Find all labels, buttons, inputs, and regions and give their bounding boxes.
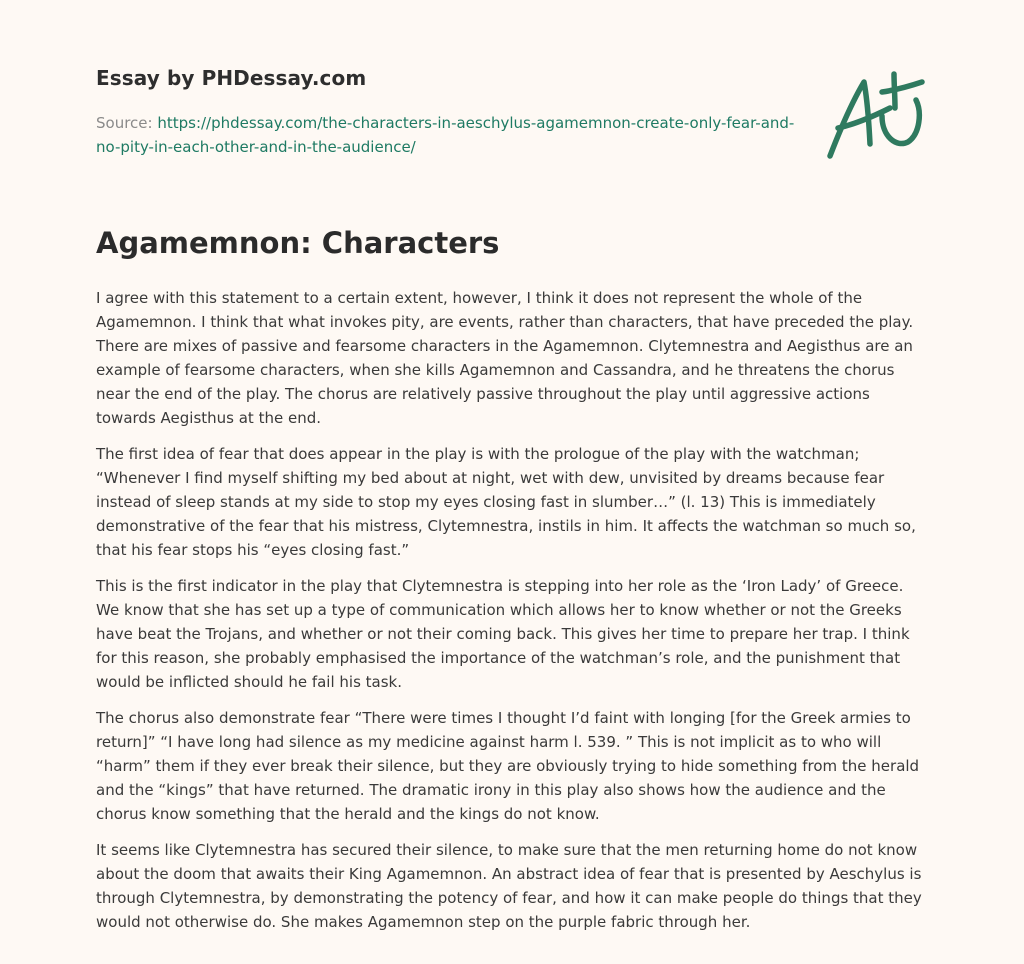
essay-paragraph: The first idea of fear that does appear in the play is with the prologue of the play with the watchman; “Whenever I find myself shifting my bed about at night, wet with dew, unvisited by dreams because fear instead of sleep stands at my side to stop my eyes closing fast in slumber…” (l. 13) This is immediately demonstrative of the fear that his mistress, Clytemnestra, instils in him. It affects the watchman so much so, that his fear stops his “eyes closing fast.” <box>96 445 916 559</box>
site-brand: Essay by PHDessay.com <box>96 66 367 90</box>
essay-paragraph: I agree with this statement to a certain extent, however, I think it does not represent the whole of the Agamemnon. I think that what invokes pity, are events, rather than characters, that have preceded the play. There are mixes of passive and fearsome characters in the Agamemnon. Clytemnestra and Aegisthus are an example of fearsome characters, when she kills Agamemnon and Cassandra, and he threatens the chorus near the end of the play. The chorus are relatively passive throughout the play until aggressive actions towards Aegisthus at the end. <box>96 289 914 427</box>
essay-paragraph: The chorus also demonstrate fear “There were times I thought I’d faint with longing [for the Greek armies to return]” “I have long had silence as my medicine against harm l. 539. ” This is not implicit as to who will “harm” them if they ever break their silence, but they are obviously trying to hide something from the herald and the “kings” that have returned. The dramatic irony in this play also shows how the audience and the chorus know something that the herald and the kings do not know. <box>96 709 920 823</box>
essay-paragraph: It seems like Clytemnestra has secured their silence, to make sure that the men returning home do not know about the doom that awaits their King Agamemnon. An abstract idea of fear that is presented by Aeschylus is through Clytemnestra, by demonstrating the potency of fear, and how it can make people do things that they would not otherwise do. She makes Agamemnon step on the purple fabric through her. <box>96 841 922 931</box>
essay-title: Agamemnon: Characters <box>96 226 500 260</box>
source-line <box>96 111 796 159</box>
source-label: Source: <box>96 114 158 132</box>
a-plus-grade-icon <box>824 68 928 164</box>
essay-body <box>96 286 926 946</box>
source-link[interactable]: https://phdessay.com/the-characters-in-aeschylus-agamemnon-create-only-fear-and-no-pity-in-each-other-and-in-the-audience/ <box>96 114 795 156</box>
essay-paragraph: This is the first indicator in the play that Clytemnestra is stepping into her role as the ‘Iron Lady’ of Greece. We know that she has set up a type of communication which allows her to know whether or not the Greeks have beat the Trojans, and whether or not their coming back. This gives her time to prepare her trap. I think for this reason, she probably emphasised the importance of the watchman’s role, and the punishment that would be inflicted should he fail his task. <box>96 577 910 691</box>
